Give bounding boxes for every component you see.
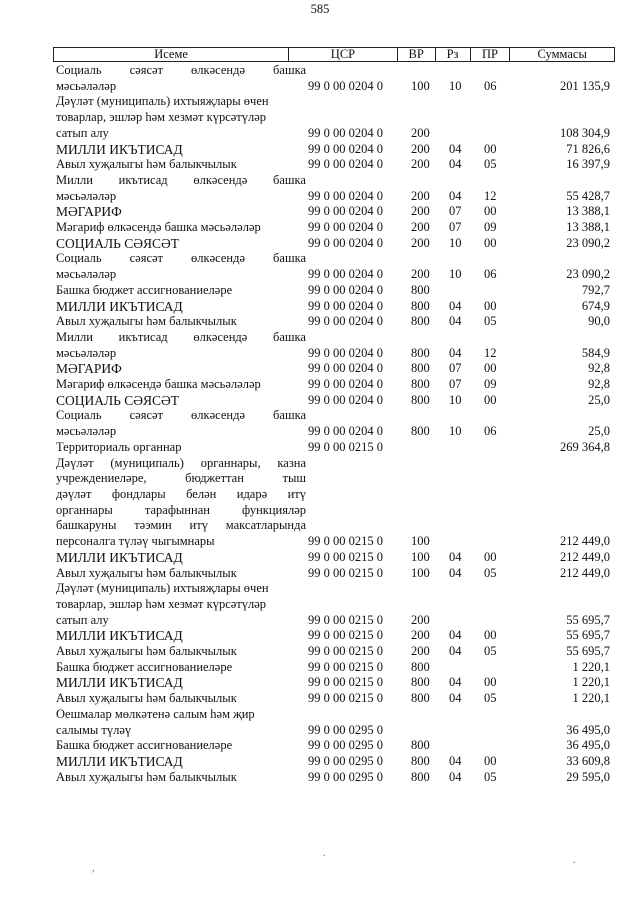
row-name-line: Дәүләт (муниципаль) ихтыяҗлары өчен: [56, 94, 269, 109]
row-pr: 05: [484, 157, 497, 172]
row-pr: 05: [484, 769, 497, 784]
row-csr: 99 0 00 0295 0: [308, 738, 383, 753]
table-row: [56, 157, 612, 173]
row-vr: 800: [411, 361, 430, 376]
row-vr: 200: [411, 644, 430, 659]
row-name-line: персоналга түләү чыгымнары: [56, 534, 215, 549]
row-name: [56, 236, 306, 252]
row-vr: 800: [411, 424, 430, 439]
row-name: [56, 628, 306, 644]
row-name: [56, 361, 306, 377]
row-sum: 33 609,8: [566, 753, 610, 768]
row-name-line: Авыл хуҗалыгы һәм балыкчылык: [56, 157, 237, 172]
table-row: [56, 738, 612, 754]
row-vr: 100: [411, 78, 430, 93]
row-name: [56, 283, 306, 299]
row-pr: 00: [484, 204, 497, 219]
table-row: [56, 707, 612, 738]
row-sum: 13 388,1: [566, 204, 610, 219]
row-name-line: Оешмалар мөлкәтенә салым һәм җир: [56, 706, 255, 721]
row-name: [56, 314, 306, 330]
row-csr: 99 0 00 0204 0: [308, 267, 383, 282]
row-name: [56, 393, 306, 409]
table-row: [56, 361, 612, 377]
row-sum: 92,8: [588, 361, 610, 376]
row-name-line: мәсьәләләр: [56, 78, 117, 93]
row-pr: 00: [484, 675, 497, 690]
row-name: [56, 738, 306, 754]
row-rz: 04: [449, 769, 462, 784]
row-name-line: Милли икътисад өлкәсендә башка: [56, 329, 306, 344]
row-name-line: Авыл хуҗалыгы һәм балыкчылык: [56, 769, 237, 784]
row-vr: 200: [411, 188, 430, 203]
row-csr: 99 0 00 0204 0: [308, 235, 383, 250]
row-rz: 04: [449, 691, 462, 706]
row-vr: 200: [411, 628, 430, 643]
row-sum: 55 695,7: [566, 612, 610, 627]
row-name-line: мәсьәләләр: [56, 424, 117, 439]
table-row: [56, 173, 612, 204]
row-pr: 00: [484, 549, 497, 564]
row-csr: 99 0 00 0204 0: [308, 188, 383, 203]
row-pr: 00: [484, 235, 497, 250]
row-name: [56, 644, 306, 660]
row-name-line: мәсьәләләр: [56, 345, 117, 360]
row-sum: 25,0: [588, 392, 610, 407]
row-name: [56, 94, 306, 141]
row-csr: 99 0 00 0204 0: [308, 78, 383, 93]
row-csr: 99 0 00 0215 0: [308, 565, 383, 580]
row-pr: 00: [484, 141, 497, 156]
row-name: [56, 581, 306, 628]
row-name-line: салымы түләү: [56, 722, 132, 737]
table-row: [56, 440, 612, 456]
row-pr: 12: [484, 188, 497, 203]
header-name: Исеме: [54, 48, 289, 61]
row-pr: 00: [484, 361, 497, 376]
row-name-line: Мәгариф өлкәсендә башка мәсьәләләр: [56, 377, 261, 392]
row-name: [56, 204, 306, 220]
row-csr: 99 0 00 0204 0: [308, 361, 383, 376]
row-rz: 04: [449, 188, 462, 203]
table-row: [56, 299, 612, 315]
row-rz: 07: [449, 377, 462, 392]
row-rz: 04: [449, 157, 462, 172]
row-rz: 10: [449, 78, 462, 93]
row-name-line: Авыл хуҗалыгы һәм балыкчылык: [56, 565, 237, 580]
row-rz: 10: [449, 424, 462, 439]
row-name-line: мәсьәләләр: [56, 188, 117, 203]
row-sum: 212 449,0: [560, 565, 610, 580]
row-sum: 1 220,1: [572, 659, 610, 674]
row-sum: 1 220,1: [572, 675, 610, 690]
table-row: [56, 628, 612, 644]
row-rz: 04: [449, 298, 462, 313]
row-name-line: Милли икътисад өлкәсендә башка: [56, 172, 306, 187]
row-name-line: Социаль сәясәт өлкәсендә башка: [56, 408, 306, 423]
row-csr: 99 0 00 0204 0: [308, 141, 383, 156]
row-name-line: МӘГАРИФ: [56, 361, 122, 377]
row-rz: 04: [449, 628, 462, 643]
row-name: [56, 770, 306, 786]
table-row: [56, 393, 612, 409]
table-row: [56, 660, 612, 676]
row-name-line: Мәгариф өлкәсендә башка мәсьәләләр: [56, 220, 261, 235]
table-row: [56, 314, 612, 330]
row-sum: 36 495,0: [566, 738, 610, 753]
table-row: [56, 566, 612, 582]
row-pr: 06: [484, 78, 497, 93]
row-name: [56, 330, 306, 361]
row-name-line: СОЦИАЛЬ СӘЯСӘТ: [56, 235, 180, 251]
table-row: [56, 220, 612, 236]
row-name-line: Социаль сәясәт өлкәсендә башка: [56, 63, 306, 77]
row-name-line: СОЦИАЛЬ СӘЯСӘТ: [56, 392, 180, 408]
row-vr: 200: [411, 157, 430, 172]
row-csr: 99 0 00 0215 0: [308, 612, 383, 627]
row-name-line: Авыл хуҗалыгы һәм балыкчылык: [56, 644, 237, 659]
row-name-line: Дәүләт (муниципаль) ихтыяҗлары өчен: [56, 581, 269, 596]
table-row: [56, 644, 612, 660]
row-vr: 200: [411, 612, 430, 627]
row-name-line: учреждениеләре, бюджеттан тыш: [56, 471, 306, 486]
row-sum: 269 364,8: [560, 439, 610, 454]
row-pr: 05: [484, 565, 497, 580]
header-pr: ПР: [471, 48, 511, 61]
row-name: [56, 675, 306, 691]
row-name: [56, 550, 306, 566]
row-name: [56, 299, 306, 315]
table-header: [53, 47, 615, 62]
row-sum: 16 397,9: [566, 157, 610, 172]
row-name-line: МИЛЛИ ИКЪТИСАД: [56, 675, 183, 691]
table-row: [56, 691, 612, 707]
row-vr: 800: [411, 282, 430, 297]
row-name-line: Дәүләт (муниципаль) органнары, казна: [56, 455, 306, 470]
scan-speck: .: [573, 855, 576, 866]
row-rz: 07: [449, 204, 462, 219]
row-rz: 10: [449, 392, 462, 407]
row-rz: 04: [449, 549, 462, 564]
row-sum: 13 388,1: [566, 220, 610, 235]
row-vr: 800: [411, 298, 430, 313]
row-name-line: Башка бюджет ассигнованиеләре: [56, 738, 233, 753]
row-csr: 99 0 00 0204 0: [308, 125, 383, 140]
row-vr: 800: [411, 738, 430, 753]
row-sum: 201 135,9: [560, 78, 610, 93]
row-sum: 108 304,9: [560, 125, 610, 140]
row-sum: 212 449,0: [560, 549, 610, 564]
row-vr: 800: [411, 392, 430, 407]
row-vr: 800: [411, 345, 430, 360]
table-row: [56, 63, 612, 94]
row-name-line: сатып алу: [56, 125, 109, 140]
row-sum: 674,9: [581, 298, 610, 313]
row-rz: 04: [449, 644, 462, 659]
scan-speck: .: [323, 848, 326, 859]
row-csr: 99 0 00 0204 0: [308, 298, 383, 313]
row-rz: 10: [449, 235, 462, 250]
row-name-line: Башка бюджет ассигнованиеләре: [56, 282, 233, 297]
row-name: [56, 566, 306, 582]
table-row: [56, 330, 612, 361]
row-pr: 12: [484, 345, 497, 360]
row-sum: 25,0: [588, 424, 610, 439]
table-row: [56, 251, 612, 282]
row-name-line: Башка бюджет ассигнованиеләре: [56, 659, 233, 674]
row-name: [56, 408, 306, 439]
row-pr: 06: [484, 424, 497, 439]
table-row: [56, 377, 612, 393]
row-name-line: МИЛЛИ ИКЪТИСАД: [56, 298, 183, 314]
row-rz: 10: [449, 267, 462, 282]
row-name: [56, 173, 306, 204]
row-sum: 36 495,0: [566, 722, 610, 737]
table-row: [56, 456, 612, 550]
row-sum: 212 449,0: [560, 534, 610, 549]
row-name-line: МИЛЛИ ИКЪТИСАД: [56, 628, 183, 644]
row-vr: 200: [411, 220, 430, 235]
row-name-line: МИЛЛИ ИКЪТИСАД: [56, 141, 183, 157]
table-row: [56, 204, 612, 220]
row-sum: 71 826,6: [566, 141, 610, 156]
row-vr: 800: [411, 753, 430, 768]
row-vr: 200: [411, 235, 430, 250]
row-name: [56, 440, 306, 456]
header-rz: Рз: [436, 48, 471, 61]
row-name-line: башкаруны тәэмин итү максатларында: [56, 518, 306, 533]
row-csr: 99 0 00 0215 0: [308, 534, 383, 549]
header-csr: ЦСР: [289, 48, 398, 61]
page-number: 585: [310, 2, 330, 16]
row-vr: 800: [411, 691, 430, 706]
row-rz: 04: [449, 565, 462, 580]
row-sum: 23 090,2: [566, 235, 610, 250]
row-vr: 200: [411, 141, 430, 156]
row-name-line: МИЛЛИ ИКЪТИСАД: [56, 549, 183, 565]
row-name-line: Авыл хуҗалыгы һәм балыкчылык: [56, 314, 237, 329]
row-name-line: МИЛЛИ ИКЪТИСАД: [56, 753, 183, 769]
row-rz: 04: [449, 141, 462, 156]
row-name-line: мәсьәләләр: [56, 267, 117, 282]
row-vr: 100: [411, 565, 430, 580]
header-sum: Суммасы: [537, 47, 587, 61]
table-row: [56, 550, 612, 566]
row-pr: 00: [484, 392, 497, 407]
row-vr: 100: [411, 534, 430, 549]
row-rz: 04: [449, 753, 462, 768]
row-name-line: Территориаль органнар: [56, 439, 182, 454]
row-name-line: органнары тарафыннан функцияләр: [56, 502, 306, 517]
row-name: [56, 142, 306, 158]
row-sum: 55 428,7: [566, 188, 610, 203]
row-csr: 99 0 00 0295 0: [308, 722, 383, 737]
row-csr: 99 0 00 0204 0: [308, 392, 383, 407]
row-csr: 99 0 00 0204 0: [308, 314, 383, 329]
row-csr: 99 0 00 0215 0: [308, 644, 383, 659]
row-sum: 23 090,2: [566, 267, 610, 282]
table-row: [56, 754, 612, 770]
row-rz: 07: [449, 361, 462, 376]
row-csr: 99 0 00 0215 0: [308, 549, 383, 564]
table-row: [56, 770, 612, 786]
row-sum: 792,7: [581, 282, 610, 297]
row-name: [56, 251, 306, 282]
row-pr: 05: [484, 691, 497, 706]
row-pr: 00: [484, 298, 497, 313]
row-rz: 07: [449, 220, 462, 235]
row-name: [56, 691, 306, 707]
row-vr: 200: [411, 204, 430, 219]
row-vr: 200: [411, 125, 430, 140]
row-pr: 00: [484, 628, 497, 643]
row-pr: 05: [484, 314, 497, 329]
row-pr: 05: [484, 644, 497, 659]
table-body: [56, 63, 612, 785]
table-row: [56, 675, 612, 691]
row-name-line: МӘГАРИФ: [56, 204, 122, 220]
row-pr: 06: [484, 267, 497, 282]
row-csr: 99 0 00 0204 0: [308, 157, 383, 172]
header-vr: ВР: [398, 48, 436, 61]
row-csr: 99 0 00 0204 0: [308, 345, 383, 360]
row-name-line: сатып алу: [56, 612, 109, 627]
row-csr: 99 0 00 0204 0: [308, 220, 383, 235]
row-csr: 99 0 00 0204 0: [308, 204, 383, 219]
row-rz: 04: [449, 345, 462, 360]
table-row: [56, 283, 612, 299]
row-vr: 800: [411, 377, 430, 392]
row-vr: 800: [411, 769, 430, 784]
row-csr: 99 0 00 0215 0: [308, 628, 383, 643]
row-name: [56, 157, 306, 173]
row-pr: 09: [484, 220, 497, 235]
row-sum: 55 695,7: [566, 644, 610, 659]
row-csr: 99 0 00 0204 0: [308, 282, 383, 297]
row-name-line: Авыл хуҗалыгы һәм балыкчылык: [56, 691, 237, 706]
table-row: [56, 142, 612, 158]
row-vr: 100: [411, 549, 430, 564]
row-sum: 92,8: [588, 377, 610, 392]
row-rz: 04: [449, 675, 462, 690]
table-row: [56, 94, 612, 141]
row-csr: 99 0 00 0295 0: [308, 753, 383, 768]
row-csr: 99 0 00 0215 0: [308, 439, 383, 454]
row-pr: 09: [484, 377, 497, 392]
row-vr: 200: [411, 267, 430, 282]
row-sum: 1 220,1: [572, 691, 610, 706]
row-vr: 800: [411, 314, 430, 329]
row-csr: 99 0 00 0204 0: [308, 377, 383, 392]
row-sum: 29 595,0: [566, 769, 610, 784]
row-vr: 800: [411, 675, 430, 690]
row-csr: 99 0 00 0215 0: [308, 675, 383, 690]
row-csr: 99 0 00 0204 0: [308, 424, 383, 439]
row-name: [56, 456, 306, 550]
row-name: [56, 220, 306, 236]
row-name-line: Социаль сәясәт өлкәсендә башка: [56, 251, 306, 266]
row-name: [56, 660, 306, 676]
row-name: [56, 754, 306, 770]
row-name: [56, 377, 306, 393]
row-sum: 90,0: [588, 314, 610, 329]
scan-speck: ,: [92, 863, 95, 874]
row-name: [56, 707, 306, 738]
row-pr: 00: [484, 753, 497, 768]
row-csr: 99 0 00 0215 0: [308, 659, 383, 674]
row-csr: 99 0 00 0295 0: [308, 769, 383, 784]
table-row: [56, 236, 612, 252]
row-rz: 04: [449, 314, 462, 329]
row-name-line: товарлар, эшләр һәм хезмәт күрсәтүләр: [56, 596, 267, 611]
row-sum: 584,9: [581, 345, 610, 360]
table-row: [56, 408, 612, 439]
table-row: [56, 581, 612, 628]
row-name-line: товарлар, эшләр һәм хезмәт күрсәтүләр: [56, 110, 267, 125]
row-vr: 800: [411, 659, 430, 674]
row-name: [56, 63, 306, 94]
row-name-line: дәүләт фондлары белән идарә итү: [56, 486, 306, 501]
row-csr: 99 0 00 0215 0: [308, 691, 383, 706]
row-sum: 55 695,7: [566, 628, 610, 643]
